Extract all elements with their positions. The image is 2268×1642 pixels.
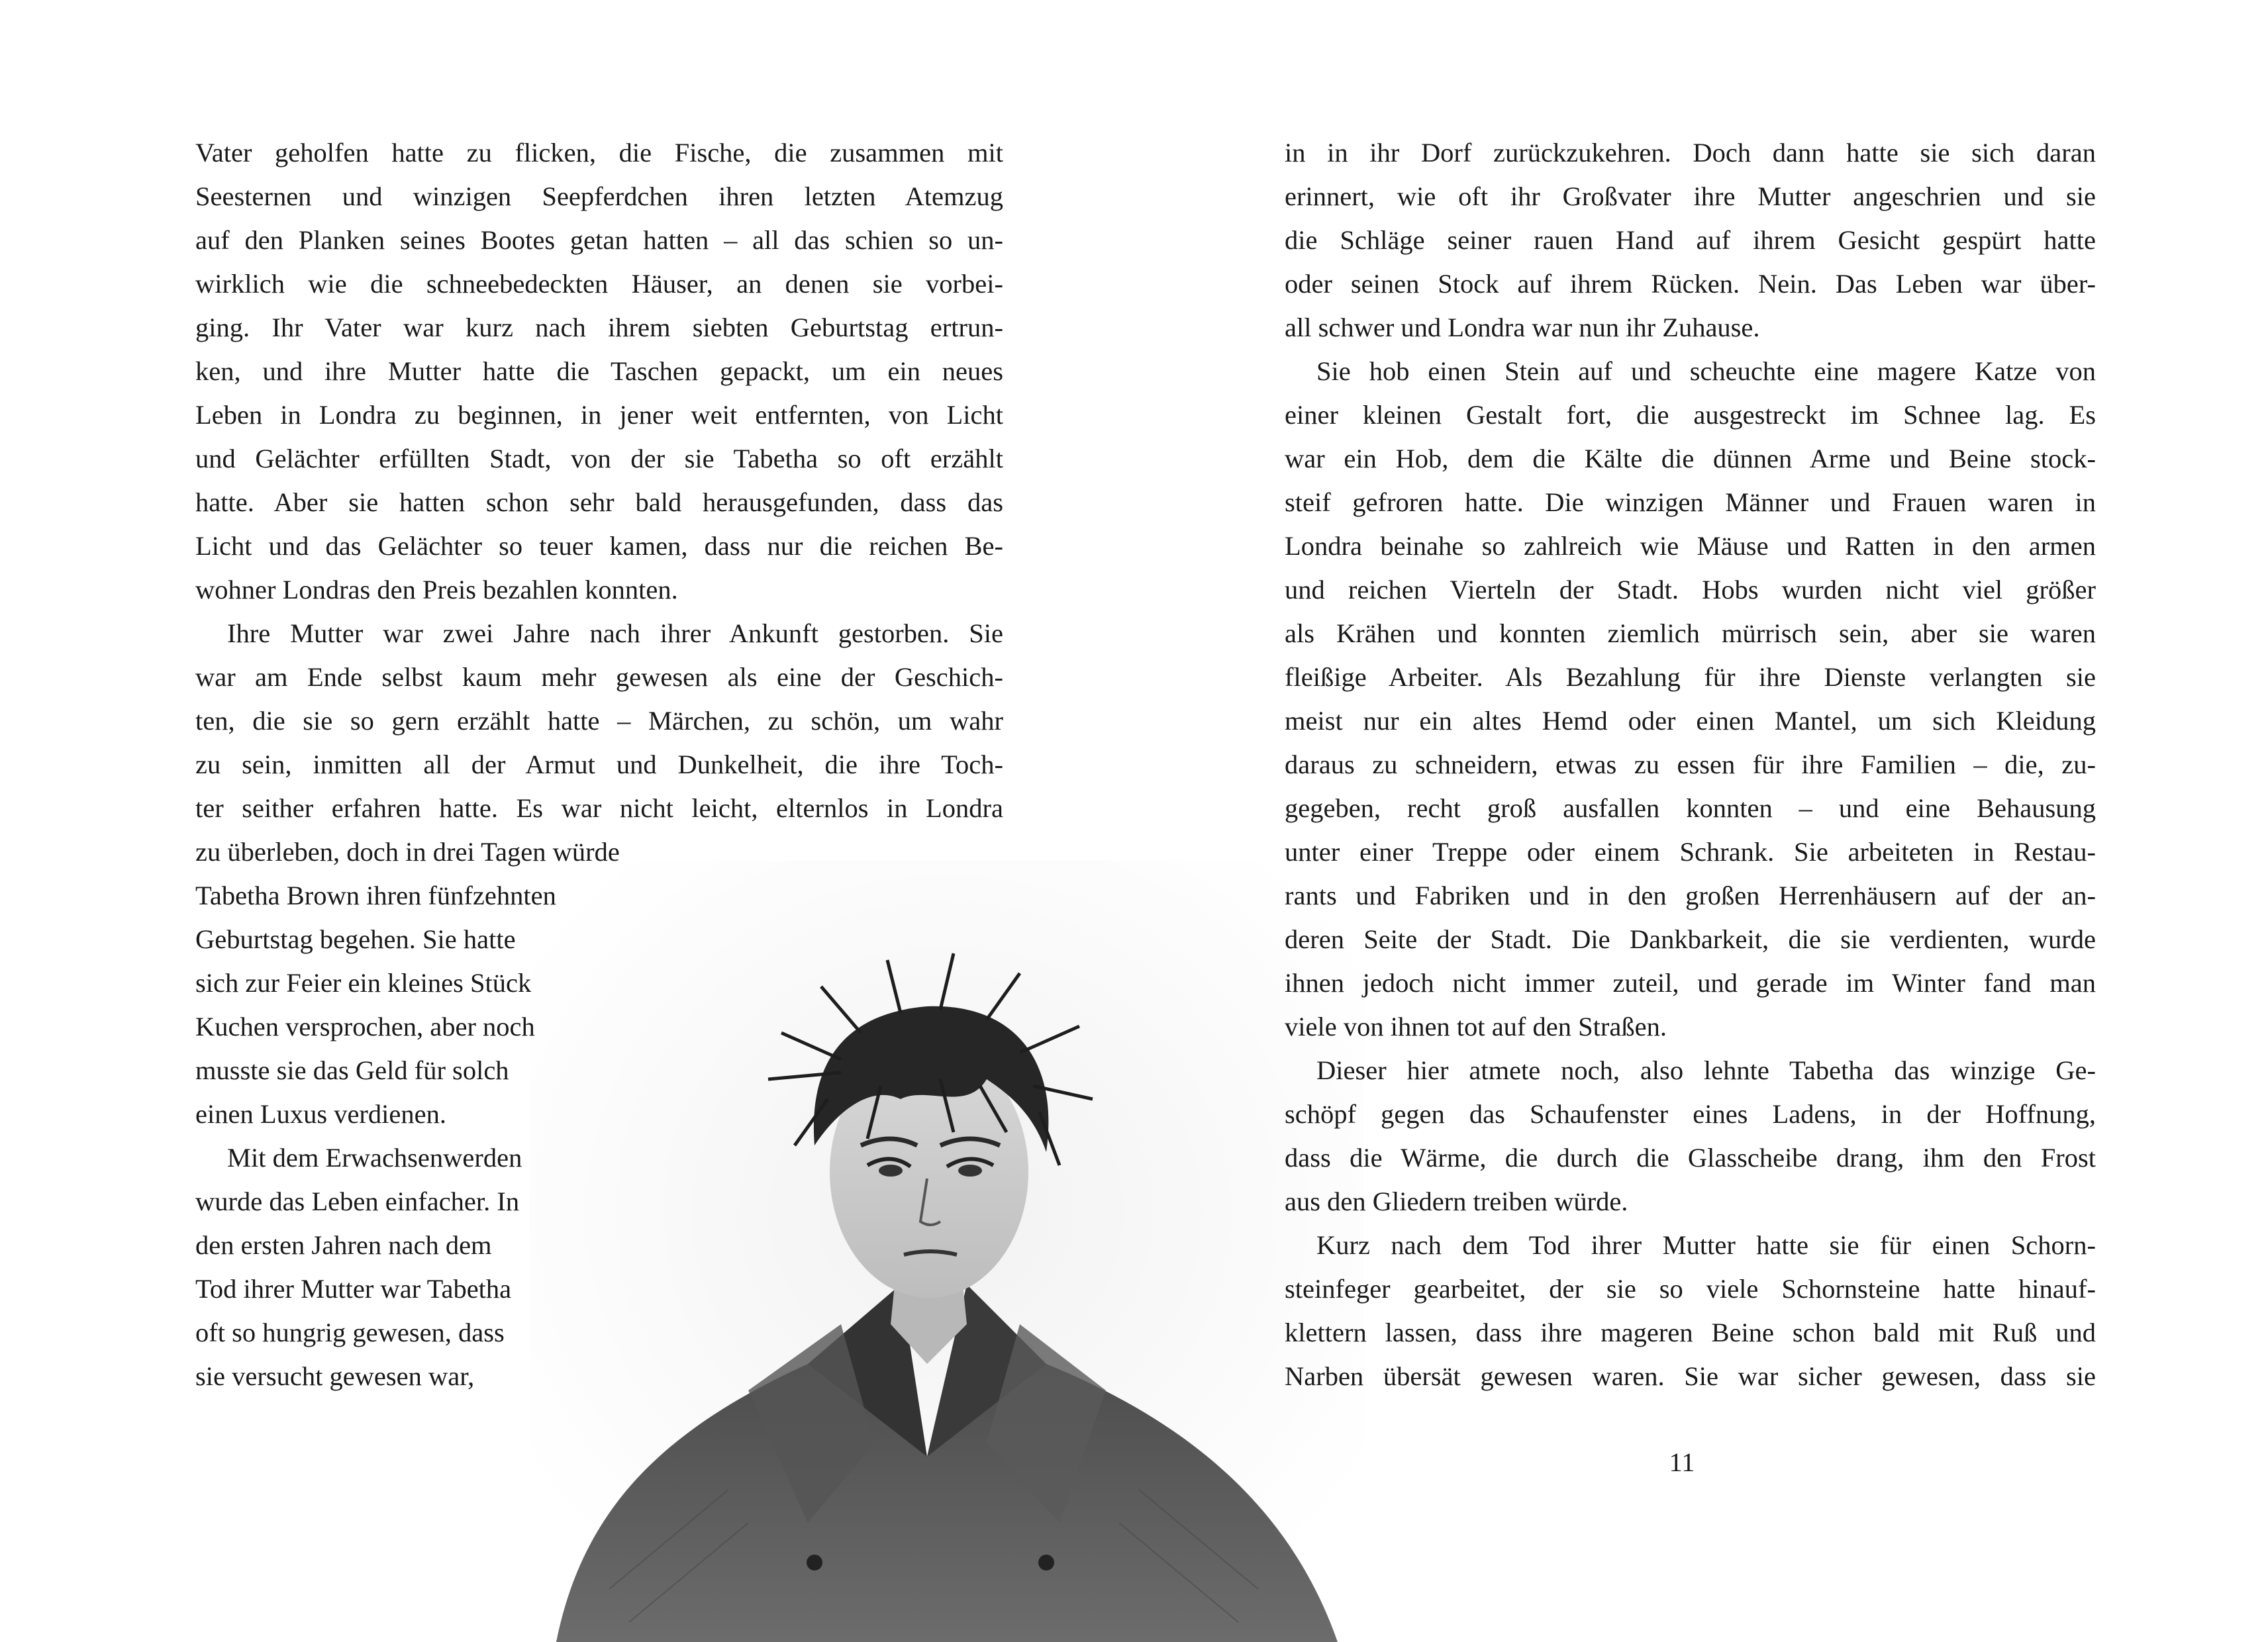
text-line: ging. Ihr Vater war kurz nach ihrem siebten Geburtstag ertrun- [195,313,1003,342]
text-line: Tod ihrer Mutter war Tabetha [195,1274,512,1304]
text-line: Tabetha Brown ihren fünfzehnten [195,881,556,910]
text-line: Narben übersät gewesen waren. Sie war sicher gewesen, dass sie [1285,1361,2096,1391]
text-line: war ein Hob, dem die Kälte die dünnen Arme und Beine stock- [1285,444,2096,473]
text-line: Ihre Mutter war zwei Jahre nach ihrer Ankunft gestorben. Sie [227,618,1003,648]
text-line: gegeben, recht groß ausfallen konnten – und eine Behausung [1285,793,2096,823]
text-line: dass die Wärme, die durch die Glasscheibe drang, ihm den Frost [1285,1143,2096,1173]
text-line: wurde das Leben einfacher. In [195,1186,520,1216]
text-line: unter einer Treppe oder einem Schrank. Sie arbeiteten in Restau- [1285,837,2096,867]
text-line: sie versucht gewesen war, [195,1361,475,1391]
text-line: steif gefroren hatte. Die winzigen Männer und Frauen waren in [1285,487,2096,517]
text-line: auf den Planken seines Bootes getan hatten – all das schien so un- [195,225,1003,255]
text-line: ihnen jedoch nicht immer zuteil, und gerade im Winter fand man [1285,968,2096,998]
text-line: viele von ihnen tot auf den Straßen. [1285,1012,1667,1041]
text-line: oder seinen Stock auf ihrem Rücken. Nein. Das Leben war über- [1285,269,2096,299]
text-line: steinfeger gearbeitet, der sie so viele Schornsteine hatte hinauf- [1285,1274,2096,1304]
text-line: und Gelächter erfüllten Stadt, von der sie Tabetha so oft erzählt [195,444,1003,473]
text-line: oft so hungrig gewesen, dass [195,1318,505,1347]
text-line: Dieser hier atmete noch, also lehnte Tabetha das winzige Ge- [1316,1055,2096,1085]
text-line: fleißige Arbeiter. Als Bezahlung für ihre Dienste verlangten sie [1285,662,2096,692]
text-line: daraus zu schneidern, etwas zu essen für ihre Familien – die, zu- [1285,749,2096,779]
text-line: rants und Fabriken und in den großen Herrenhäusern auf der an- [1285,881,2096,910]
text-line: war am Ende selbst kaum mehr gewesen als eine der Geschich- [195,662,1003,692]
text-line: Sie hob einen Stein auf und scheuchte eine magere Katze von [1316,356,2096,386]
text-line: Kuchen versprochen, aber noch [195,1012,535,1041]
text-line: Mit dem Erwachsenwerden [227,1143,522,1173]
text-line: die Schläge seiner rauen Hand auf ihrem Gesicht gespürt hatte [1285,225,2096,255]
text-line: Seesternen und winzigen Seepferdchen ihren letzten Atemzug [195,181,1003,211]
text-line: deren Seite der Stadt. Die Dankbarkeit, die sie verdienten, wurde [1285,924,2096,954]
text-line: ten, die sie so gern erzählt hatte – Märchen, zu schön, um wahr [195,706,1003,736]
text-line: Licht und das Gelächter so teuer kamen, dass nur die reichen Be- [195,531,1003,561]
text-line: sich zur Feier ein kleines Stück [195,968,532,998]
text-line: Londra beinahe so zahlreich wie Mäuse und Ratten in den armen [1285,531,2096,561]
text-line: wirklich wie die schneebedeckten Häuser, an denen sie vorbei- [195,269,1003,299]
page-number: 11 [1669,1447,1695,1477]
text-line: Kurz nach dem Tod ihrer Mutter hatte sie für einen Schorn- [1316,1230,2096,1260]
text-line: und reichen Vierteln der Stadt. Hobs wurden nicht viel größer [1285,575,2096,604]
text-line: zu überleben, doch in drei Tagen würde [195,837,620,867]
left-page-text [195,131,1003,1398]
text-line: all schwer und Londra war nun ihr Zuhause. [1285,313,1760,342]
text-line: zu sein, inmitten all der Armut und Dunkelheit, die ihre Toch- [195,749,1003,779]
text-line: hatte. Aber sie hatten schon sehr bald herausgefunden, dass das [195,487,1003,517]
text-line: als Krähen und konnten ziemlich mürrisch sein, aber sie waren [1285,618,2096,648]
text-line: aus den Gliedern treiben würde. [1285,1186,1628,1216]
text-line: Leben in Londra zu beginnen, in jener weit entfernten, von Licht [195,400,1003,430]
text-line: wohner Londras den Preis bezahlen konnten. [195,575,678,604]
text-line: den ersten Jahren nach dem [195,1230,492,1260]
right-page-text [1285,131,2096,1398]
text-line: meist nur ein altes Hemd oder einen Mantel, um sich Kleidung [1285,706,2096,736]
text-line: ter seither erfahren hatte. Es war nicht leicht, elternlos in Londra [195,793,1003,823]
text-line: einer kleinen Gestalt fort, die ausgestreckt im Schnee lag. Es [1285,400,2096,430]
text-line: ken, und ihre Mutter hatte die Taschen gepackt, um ein neues [195,356,1003,386]
text-line: Vater geholfen hatte zu flicken, die Fische, die zusammen mit [195,138,1003,168]
text-line: erinnert, wie oft ihr Großvater ihre Mutter angeschrien und sie [1285,181,2096,211]
text-line: in in ihr Dorf zurückzukehren. Doch dann hatte sie sich daran [1285,138,2096,168]
text-line: klettern lassen, dass ihre mageren Beine schon bald mit Ruß und [1285,1318,2096,1347]
text-line: musste sie das Geld für solch [195,1055,509,1085]
text-line: Geburtstag begehen. Sie hatte [195,924,516,954]
text-line: schöpf gegen das Schaufenster eines Ladens, in der Hoffnung, [1285,1099,2096,1129]
text-line: einen Luxus verdienen. [195,1099,446,1129]
